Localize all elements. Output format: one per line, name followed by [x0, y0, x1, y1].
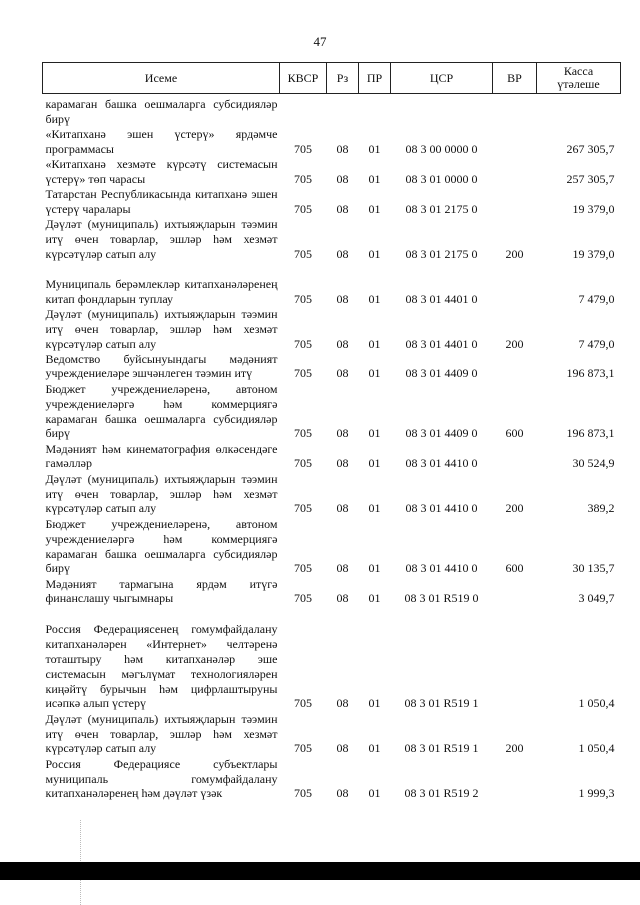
table-cell-pr: 01: [368, 246, 381, 261]
table-cell-csr: 08 3 01 R519 1: [404, 696, 479, 711]
page-number: 47: [313, 34, 327, 49]
table-cell-sum: 7 479,0: [578, 336, 615, 351]
table-cell-csr: [391, 94, 493, 127]
table-cell-sum: [537, 94, 621, 127]
table-cell-vr: 200: [505, 336, 524, 351]
scan-edge-bar: [0, 862, 640, 880]
table-cell-rz: 08: [336, 201, 349, 216]
table-cell-pr: 01: [368, 426, 381, 441]
table-cell-sum: 196 873,1: [566, 426, 615, 441]
table-cell-vr: 600: [505, 426, 524, 441]
budget-table: [42, 62, 621, 801]
table-row: [43, 516, 621, 576]
table-cell-sum: 7 479,0: [578, 291, 615, 306]
table-row: [43, 352, 621, 382]
table-row: [43, 381, 621, 441]
table-cell-rz: 08: [336, 741, 349, 756]
table-cell-sum: 196 873,1: [566, 366, 615, 381]
table-cell-sum: 19 379,0: [572, 246, 615, 261]
table-cell-csr: 08 3 01 4410 0: [405, 501, 478, 516]
table-cell-pr: 01: [368, 561, 381, 576]
table-cell-csr: 08 3 01 R519 2: [404, 786, 479, 801]
table-cell-pr: 01: [368, 591, 381, 606]
table-cell-kvsr: 705: [294, 501, 312, 516]
table-cell-rz: 08: [336, 426, 349, 441]
header-kvsr: КВСР: [280, 63, 327, 94]
table-cell-sum: 30 524,9: [572, 456, 615, 471]
header-vr: ВР: [493, 63, 537, 94]
table-cell-name: Муниципаль берәмлекләр китапханәләренең китап фондларын туплау: [45, 276, 278, 306]
table-cell-name: Дәүләт (муниципаль) ихтыяҗларын тәэмин итү өчен товарлар, эшләр һәм хезмәт күрсәтүләр сатып алу: [45, 471, 278, 516]
table-cell-vr: [493, 94, 537, 127]
table-cell-pr: 01: [368, 456, 381, 471]
header-rz: Рз: [327, 63, 359, 94]
table-cell-pr: 01: [368, 501, 381, 516]
table-cell-vr: [493, 262, 537, 307]
table-row: [43, 262, 621, 307]
table-cell-rz: 08: [336, 501, 349, 516]
table-cell-kvsr: 705: [294, 141, 312, 156]
table-cell-pr: 01: [368, 336, 381, 351]
table-cell-kvsr: 705: [294, 291, 312, 306]
table-cell-pr: 01: [368, 201, 381, 216]
table-cell-vr: 600: [505, 561, 524, 576]
table-cell-sum: 389,2: [587, 501, 615, 516]
table-cell-name: Ведомство буйсынуындагы мәдәният учреждениеләре эшчәнлеген тәэмин итү: [45, 351, 278, 381]
table-cell-csr: 08 3 01 0000 0: [405, 171, 478, 186]
table-cell-kvsr: 705: [294, 741, 312, 756]
table-cell-sum: 1 050,4: [578, 696, 615, 711]
table-cell-kvsr: [280, 94, 327, 127]
table-cell-csr: 08 3 01 R519 1: [404, 741, 479, 756]
table-cell-csr: 08 3 01 R519 0: [404, 591, 479, 606]
table-row: [43, 307, 621, 352]
table-cell-rz: 08: [336, 591, 349, 606]
table-cell-pr: [359, 94, 391, 127]
table-cell-csr: 08 3 01 4409 0: [405, 426, 478, 441]
table-row: [43, 187, 621, 217]
header-sum: [537, 63, 621, 94]
table-cell-sum: 1 050,4: [578, 741, 615, 756]
table-cell-name: Бюджет учреждениеләренә, автоном учреждениеләргә һәм коммерциягә карамаган башка оешмаларга субсидияләр бирү: [45, 516, 278, 576]
table-cell-sum: 3 049,7: [578, 591, 615, 606]
table-cell-rz: 08: [336, 141, 349, 156]
table-cell-vr: [493, 127, 537, 157]
table-cell-kvsr: 705: [294, 246, 312, 261]
table-cell-vr: [493, 576, 537, 606]
table-cell-kvsr: 705: [294, 591, 312, 606]
table-cell-vr: [493, 441, 537, 471]
table-cell-rz: 08: [336, 786, 349, 801]
table-cell-name: Татарстан Республикасында китапханә эшен үстерү чаралары: [45, 186, 278, 216]
table-cell-rz: 08: [336, 366, 349, 381]
header-sum-line2: үтәлеше: [557, 77, 600, 91]
table-cell-sum: 257 305,7: [566, 171, 615, 186]
table-cell-rz: [327, 94, 359, 127]
table-cell-name: Дәүләт (муниципаль) ихтыяҗларын тәэмин итү өчен товарлар, эшләр һәм хезмәт күрсәтүләр сатып алу: [45, 711, 278, 756]
table-cell-pr: 01: [368, 291, 381, 306]
table-row: [43, 711, 621, 756]
table-cell-vr: 200: [505, 501, 524, 516]
table-row: [43, 217, 621, 262]
table-cell-pr: 01: [368, 696, 381, 711]
table-cell-kvsr: 705: [294, 171, 312, 186]
table-cell-name: Мәдәният тармагына ярдәм итүгә финанслашу чыгымнары: [45, 576, 278, 606]
table-cell-rz: 08: [336, 561, 349, 576]
table-row: [43, 576, 621, 606]
table-cell-csr: 08 3 01 4409 0: [405, 366, 478, 381]
table-row: [43, 127, 621, 157]
table-cell-rz: 08: [336, 336, 349, 351]
table-row: [43, 157, 621, 187]
table-cell-vr: [493, 187, 537, 217]
header-sum-line1: Касса: [563, 64, 594, 78]
table-cell-vr: [493, 606, 537, 711]
table-cell-csr: 08 3 01 4401 0: [405, 336, 478, 351]
table-cell-vr: [493, 157, 537, 187]
table-cell-name: карамаган башка оешмаларга субсидияләр бирү: [45, 96, 278, 126]
table-cell-name: Мәдәният һәм кинематография өлкәсендәге гамәлләр: [45, 441, 278, 471]
table-row: [43, 756, 621, 801]
table-cell-vr: [493, 352, 537, 382]
table-row: [43, 606, 621, 711]
table-cell-csr: 08 3 01 2175 0: [405, 246, 478, 261]
table-cell-name: Дәүләт (муниципаль) ихтыяҗларын тәэмин итү өчен товарлар, эшләр һәм хезмәт күрсәтүләр сатып алу: [45, 217, 278, 261]
table-cell-sum: 1 999,3: [578, 786, 615, 801]
table-cell-sum: 30 135,7: [572, 561, 615, 576]
table-cell-csr: 08 3 01 2175 0: [405, 201, 478, 216]
table-cell-rz: 08: [336, 291, 349, 306]
table-cell-csr: 08 3 01 4401 0: [405, 291, 478, 306]
table-cell-rz: 08: [336, 456, 349, 471]
table-cell-kvsr: 705: [294, 336, 312, 351]
table-cell-pr: 01: [368, 171, 381, 186]
table-cell-pr: 01: [368, 786, 381, 801]
table-cell-name: «Китапханә хезмәте күрсәтү системасын үстерү» төп чарасы: [45, 156, 278, 186]
table-row: [43, 471, 621, 516]
table-cell-sum: 267 305,7: [566, 141, 615, 156]
table-cell-kvsr: 705: [294, 786, 312, 801]
table-cell-csr: 08 3 01 4410 0: [405, 456, 478, 471]
table-row: [43, 94, 621, 127]
table-cell-pr: 01: [368, 141, 381, 156]
header-csr: ЦСР: [391, 63, 493, 94]
table-cell-pr: 01: [368, 741, 381, 756]
table-cell-rz: 08: [336, 696, 349, 711]
table-cell-kvsr: 705: [294, 456, 312, 471]
header-name: Исеме: [43, 63, 280, 94]
table-cell-csr: 08 3 00 0000 0: [405, 141, 478, 156]
table-cell-kvsr: 705: [294, 201, 312, 216]
table-cell-name: Россия Федерациясенең гомумфайдалану китапханәләрен «Интернет» челтәренә тоташтыру һәм китапханәләр эше системасын мәгълүмат технологияләрен киңәйтү бурычын һәм цифрлаштыруны исәпкә алып үстерү: [45, 622, 278, 711]
table-cell-rz: 08: [336, 171, 349, 186]
table-cell-pr: 01: [368, 366, 381, 381]
table-row: [43, 441, 621, 471]
table-cell-vr: 200: [505, 246, 524, 261]
table-cell-name: Бюджет учреждениеләренә, автоном учреждениеләргә һәм коммерциягә карамаган башка оешмаларга субсидияләр бирү: [45, 381, 278, 441]
table-cell-kvsr: 705: [294, 366, 312, 381]
table-cell-vr: 200: [505, 741, 524, 756]
table-header-row: [43, 63, 621, 94]
table-cell-sum: 19 379,0: [572, 201, 615, 216]
table-cell-kvsr: 705: [294, 561, 312, 576]
table-cell-csr: 08 3 01 4410 0: [405, 561, 478, 576]
header-pr: ПР: [359, 63, 391, 94]
table-cell-rz: 08: [336, 246, 349, 261]
table-cell-kvsr: 705: [294, 426, 312, 441]
table-cell-name: Дәүләт (муниципаль) ихтыяҗларын тәэмин итү өчен товарлар, эшләр һәм хезмәт күрсәтүләр сатып алу: [45, 307, 278, 351]
table-cell-kvsr: 705: [294, 696, 312, 711]
table-cell-vr: [493, 756, 537, 801]
table-cell-name: «Китапханә эшен үстерү» ярдәмче программасы: [45, 126, 278, 156]
table-cell-name: Россия Федерациясе субъектлары муниципаль гомумфайдалану китапханәләренең һәм дәүләт үзәк: [45, 756, 278, 801]
